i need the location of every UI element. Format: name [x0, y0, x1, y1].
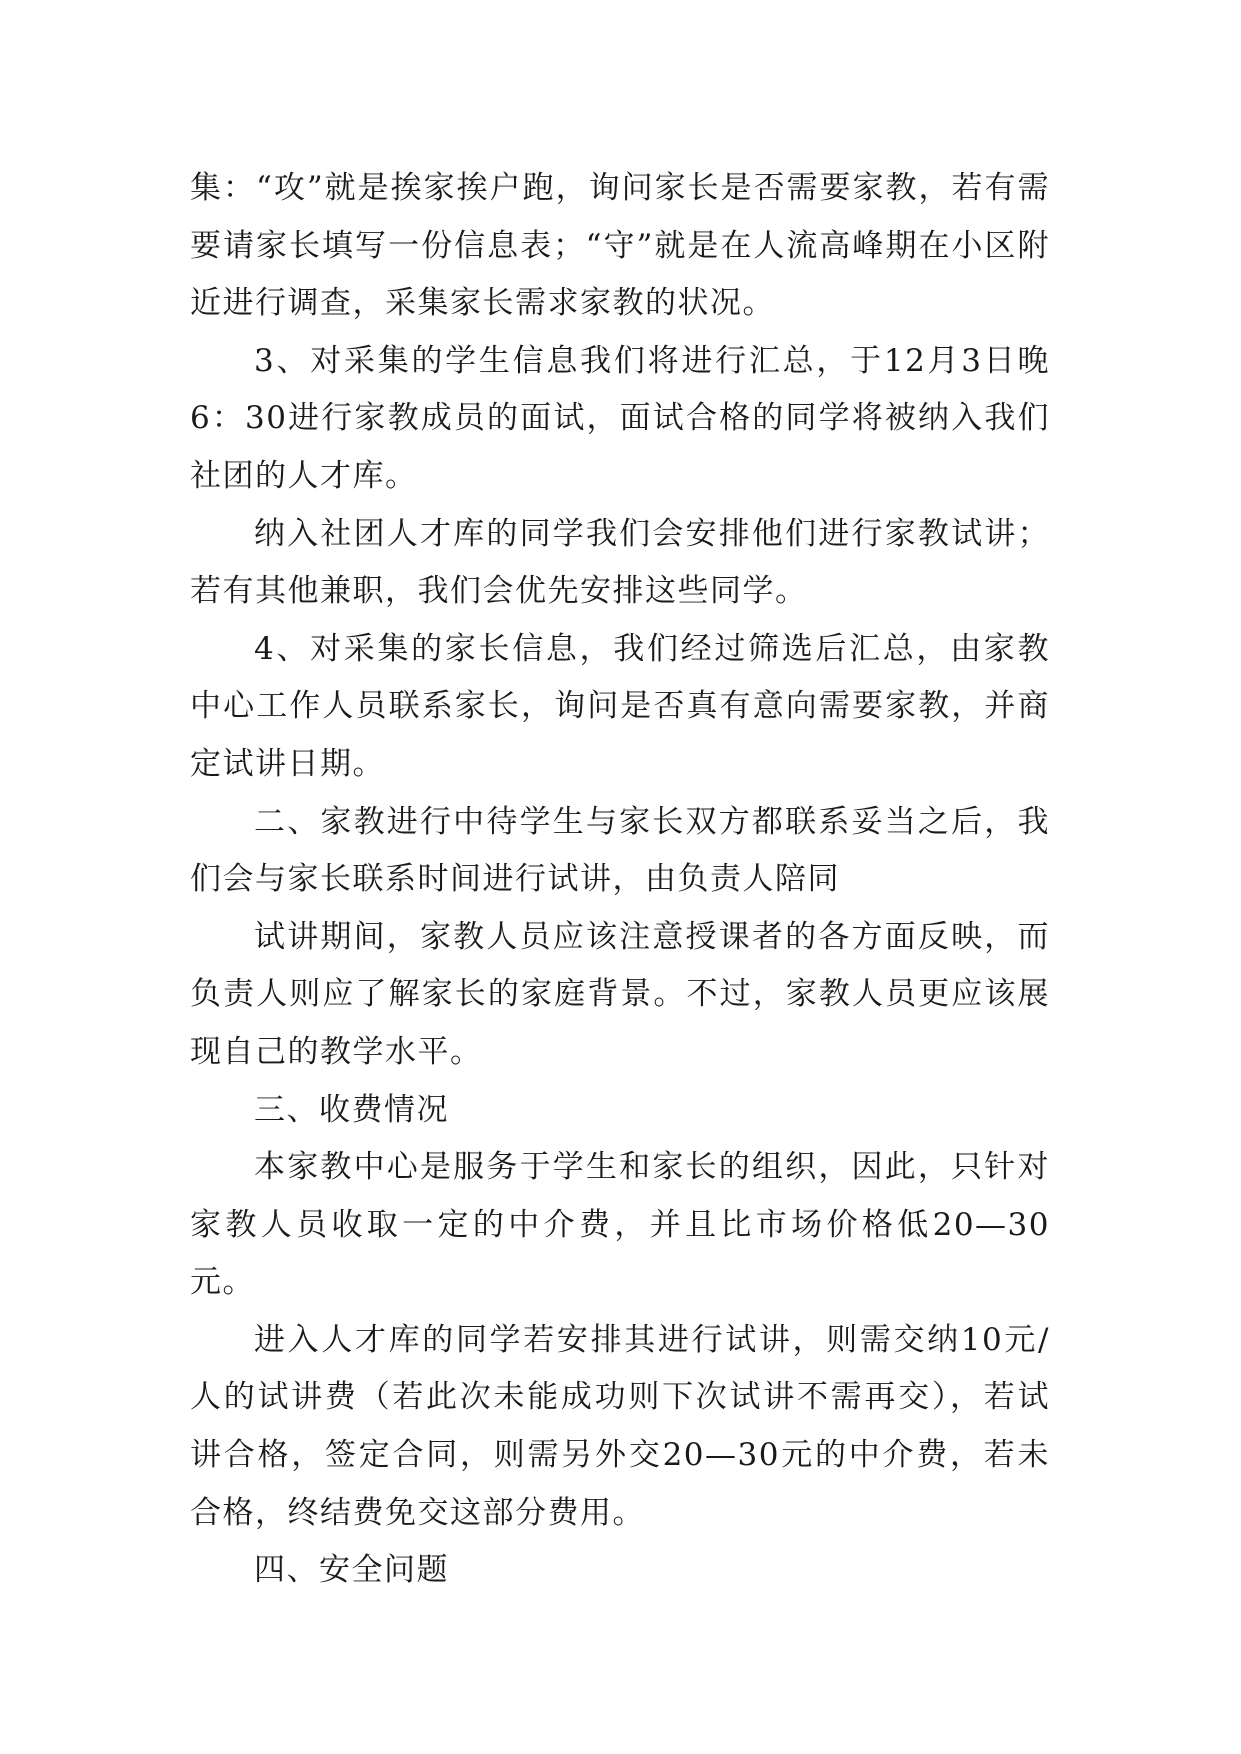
- section-heading-fees: 三、收费情况: [254, 1091, 449, 1128]
- paragraph-5: 二、家教进行中待学生与家长双方都联系妥当之后，我们会与家长联系时间进行试讲，由负责人陪同: [190, 803, 1050, 898]
- paragraph-9: 进入人才库的同学若安排其进行试讲，则需交纳10元/人的试讲费（若此次未能成功则下次试讲不需再交），若试讲合格，签定合同，则需另外交20—30元的中介费，若未合格，终结费免交这部分费用。: [190, 1321, 1050, 1531]
- paragraph-6: 试讲期间，家教人员应该注意授课者的各方面反映，而负责人则应了解家长的家庭背景。不过，家教人员更应该展现自己的教学水平。: [190, 918, 1050, 1070]
- paragraph-2: 3、对采集的学生信息我们将进行汇总，于12月3日晚6：30进行家教成员的面试，面试合格的同学将被纳入我们社团的人才库。: [190, 342, 1050, 494]
- document-body: [190, 160, 1050, 1600]
- section-heading-safety: 四、安全问题: [254, 1552, 449, 1589]
- paragraph-4: 4、对采集的家长信息，我们经过筛选后汇总，由家教中心工作人员联系家长，询问是否真有意向需要家教，并商定试讲日期。: [190, 630, 1050, 782]
- paragraph-8: 本家教中心是服务于学生和家长的组织，因此，只针对家教人员收取一定的中介费，并且比市场价格低20—30元。: [190, 1149, 1050, 1301]
- paragraph-1: 集：“攻”就是挨家挨户跑，询问家长是否需要家教，若有需要请家长填写一份信息表；“守”就是在人流高峰期在小区附近进行调查，采集家长需求家教的状况。: [190, 170, 1050, 322]
- paragraph-3: 纳入社团人才库的同学我们会安排他们进行家教试讲；若有其他兼职，我们会优先安排这些同学。: [190, 515, 1050, 610]
